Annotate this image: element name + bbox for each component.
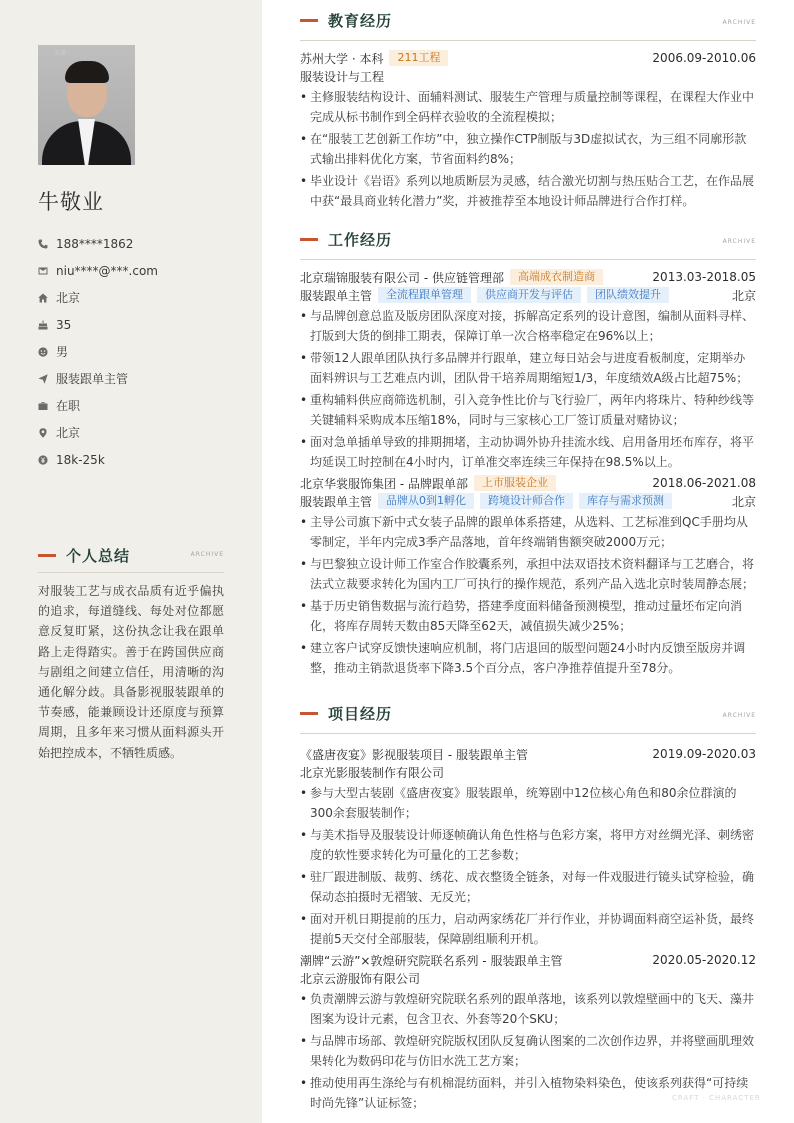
info-home [38, 284, 238, 311]
project-name: 潮牌“云游”×敦煌研究院联名系列 - 服装跟单主管 [300, 953, 563, 968]
project-bullet: • 推动使用再生涤纶与有机棉混纺面料，并引入植物染料染色，使该系列获得“可持续时尚先锋”认证标签； [300, 1073, 756, 1113]
job-city: 北京 [731, 494, 756, 509]
info-email-text: niu****@***.com [56, 263, 158, 278]
education-bullet: • 在“服装工艺创新工作坊”中，独立操作CTP制版与3D虚拟试衣，为三组不同廓形款式输出排料优化方案，节省面料约8%； [300, 129, 756, 169]
project-date: 2019.09-2020.03 [652, 747, 756, 761]
project-org: 北京云游服饰有限公司 [300, 971, 421, 986]
project-bullet: • 驻厂跟进制版、裁剪、绣花、成衣整烫全链条，对每一件戏服进行镜头试穿检验，确保动态拍摄时无褶皱、无反光； [300, 867, 756, 907]
project-entry [300, 745, 756, 949]
projects-divider [300, 733, 756, 734]
major-row [300, 67, 756, 85]
school-name: 苏州大学 · 本科 [300, 51, 384, 66]
job-bullet: • 重构辅料供应商筛选机制，引入竞争性比价与飞行验厂，两年内将珠片、特种纱线等关键辅料采购成本压缩18%，同时与三家核心工厂签订质量对赌协议； [300, 390, 756, 430]
job-city: 北京 [731, 288, 756, 303]
job-bullet: • 带领12人跟单团队执行多品牌并行跟单，建立每日站会与进度看板制度，定期举办面料辨识与工艺难点内训，团队骨干培养周期缩短1/3，年度绩效A级占比超75%； [300, 348, 756, 388]
summary-divider [38, 572, 224, 573]
education-row [300, 49, 756, 67]
skill-tag: 库存与需求预测 [579, 493, 672, 509]
skill-tag: 供应商开发与评估 [477, 287, 581, 303]
education-section [300, 10, 756, 211]
summary-header [38, 545, 224, 565]
info-email [38, 257, 238, 284]
job-company-row [300, 268, 756, 286]
info-status-text: 在职 [56, 399, 81, 413]
education-archive-label: ARCHIVE [722, 19, 756, 26]
work-archive-label: ARCHIVE [722, 238, 756, 245]
job-bullet: • 与品牌创意总监及版房团队深度对接，拆解高定系列的设计意图，编制从面料寻样、打版到大货的倒排工期表，保障订单一次合格率稳定在96%以上； [300, 306, 756, 346]
info-position [38, 365, 238, 392]
skill-tag: 全流程跟单管理 [378, 287, 471, 303]
skill-tag: 团队绩效提升 [587, 287, 669, 303]
education-title: 教育经历 [328, 12, 393, 30]
job-bullet: • 与巴黎独立设计师工作室合作胶囊系列，承担中法双语技术资料翻译与工艺磨合，将法式立裁要求转化为国内工厂可执行的操作规范，系列产品入选北京时装周静态展； [300, 554, 756, 594]
info-salary [38, 446, 238, 473]
project-name-row [300, 745, 756, 763]
job-role: 服装跟单主管 [300, 494, 373, 509]
project-bullet: • 与品牌市场部、敦煌研究院版权团队反复确认图案的二次创作边界，并将壁画肌理效果转化为数码印花与仿旧水洗工艺方案； [300, 1031, 756, 1071]
education-bullet: • 毕业设计《岩语》系列以地质断层为灵感，结合激光切割与热压贴合工艺，在作品展中获“最具商业转化潜力”奖，并被推荐至本地设计师品牌进行合作打样。 [300, 171, 756, 211]
summary-text: 对服装工艺与成衣品质有近乎偏执的追求，每道缝线、每处对位都愿意反复盯紧，这份执念让我在跟单路上走得踏实。善于在跨国供应商与剧组之间建立信任，用清晰的沟通化解分歧。具备影视服装跟单的节奏感，能兼顾设计还原度与预算周期，且多年来习惯从面料源头开始把控成本，不牺牲质感。 [38, 584, 224, 760]
job-date: 2018.06-2021.08 [652, 476, 756, 490]
projects-header [300, 703, 756, 727]
education-header [300, 10, 756, 34]
project-name: 《盛唐夜宴》影视服装项目 - 服装跟单主管 [300, 747, 528, 762]
phone-icon [38, 239, 48, 249]
projects-title: 项目经历 [328, 705, 393, 723]
project-org-row [300, 763, 756, 781]
company-tag: 上市服装企业 [474, 475, 556, 491]
info-gender-text: 男 [56, 345, 69, 359]
candidate-name: 牛敬业 [38, 190, 104, 214]
work-title: 工作经历 [328, 231, 393, 249]
project-bullet: • 与美术指导及服装设计师逐帧确认角色性格与色彩方案，将甲方对丝绸光泽、刺绣密度的软性要求转化为可量化的工艺参数； [300, 825, 756, 865]
info-position-text: 服装跟单主管 [56, 372, 129, 386]
project-entry [300, 951, 756, 1113]
info-location [38, 419, 238, 446]
work-accent-bar [300, 238, 318, 241]
send-icon [38, 374, 48, 384]
mail-icon [38, 266, 48, 276]
school-tag: 211工程 [389, 50, 448, 66]
info-status [38, 392, 238, 419]
location-icon [38, 428, 48, 438]
projects-archive-label: ARCHIVE [722, 712, 756, 719]
education-divider [300, 40, 756, 41]
summary-archive-label: ARCHIVE [190, 551, 224, 558]
education-accent-bar [300, 19, 318, 22]
sidebar [0, 0, 262, 1123]
info-age-text: 35 [56, 317, 72, 332]
project-bullet: • 参与大型古装剧《盛唐夜宴》服装跟单，统筹剧中12位核心角色和80余位群演的300余套服装制作； [300, 783, 756, 823]
cake-icon [38, 320, 48, 330]
job-bullet: • 主导公司旗下新中式女装子品牌的跟单体系搭建，从选料、工艺标准到QC手册均从零制定，半年内完成3季产品落地，首年终端销售额突破2000万元； [300, 512, 756, 552]
job-company: 北京瑞锦服装有限公司 - 供应链管理部 [300, 270, 504, 285]
info-home-text: 北京 [56, 291, 81, 305]
info-phone-text: 188****1862 [56, 236, 134, 251]
education-date: 2006.09-2010.06 [652, 51, 756, 65]
job-bullet: • 面对急单插单导致的排期拥堵，主动协调外协升挂流水线、启用备用坯布库存，将平均延误工时控制在4小时内，订单准交率连续三年保持在98.5%以上。 [300, 432, 756, 472]
summary-accent-bar [38, 554, 56, 557]
job-company: 北京华裳服饰集团 - 品牌跟单部 [300, 476, 468, 491]
info-gender [38, 338, 238, 365]
job-company-row [300, 474, 756, 492]
skill-tag: 跨境设计师合作 [480, 493, 573, 509]
contact-info [38, 230, 238, 473]
photo-label: 头像 [54, 50, 67, 57]
skill-tag: 品牌从0到1孵化 [378, 493, 474, 509]
work-divider [300, 259, 756, 260]
education-bullet: • 主修服装结构设计、面辅料测试、服装生产管理与质量控制等课程，在课程大作业中完成从标书制作到全码样衣验收的全流程模拟； [300, 87, 756, 127]
projects-section [300, 703, 756, 1113]
job-role-row [300, 286, 756, 304]
project-org-row [300, 969, 756, 987]
info-location-text: 北京 [56, 426, 81, 440]
job-entry [300, 474, 756, 678]
project-bullet: • 面对开机日期提前的压力，启动两家绣花厂并行作业，并协调面料商空运补货，最终提前5天交付全部服装，保障剧组顺利开机。 [300, 909, 756, 949]
company-tag: 高端成衣制造商 [510, 269, 603, 285]
job-role: 服装跟单主管 [300, 288, 373, 303]
project-bullet: • 负责潮牌云游与敦煌研究院联名系列的跟单落地，该系列以敦煌壁画中的飞天、藻井图案为设计元素，包含卫衣、外套等20个SKU； [300, 989, 756, 1029]
profile-photo [38, 45, 135, 165]
work-section [300, 229, 756, 678]
projects-accent-bar [300, 712, 318, 715]
home-icon [38, 293, 48, 303]
info-age [38, 311, 238, 338]
project-name-row [300, 951, 756, 969]
job-bullet: • 基于历史销售数据与流行趋势，搭建季度面料储备预测模型，推动过量坯布定向消化，将库存周转天数由85天降至62天，减值损失减少25%； [300, 596, 756, 636]
money-icon [38, 455, 48, 465]
work-header [300, 229, 756, 253]
project-date: 2020.05-2020.12 [652, 953, 756, 967]
info-phone [38, 230, 238, 257]
watermark: CRAFT · CHARACTER [672, 1094, 761, 1102]
info-salary-text: 18k-25k [56, 452, 105, 467]
face-icon [38, 347, 48, 357]
project-org: 北京光影服装制作有限公司 [300, 765, 445, 780]
job-bullet: • 建立客户试穿反馈快速响应机制，将门店退回的版型问题24小时内反馈至版房并调整，推动主销款退货率下降3.5个百分点，客户净推荐值提升至78分。 [300, 638, 756, 678]
summary-title: 个人总结 [66, 547, 131, 565]
job-role-row [300, 492, 756, 510]
job-entry [300, 268, 756, 472]
briefcase-icon [38, 401, 48, 411]
job-date: 2013.03-2018.05 [652, 270, 756, 284]
major-name: 服装设计与工程 [300, 69, 385, 84]
